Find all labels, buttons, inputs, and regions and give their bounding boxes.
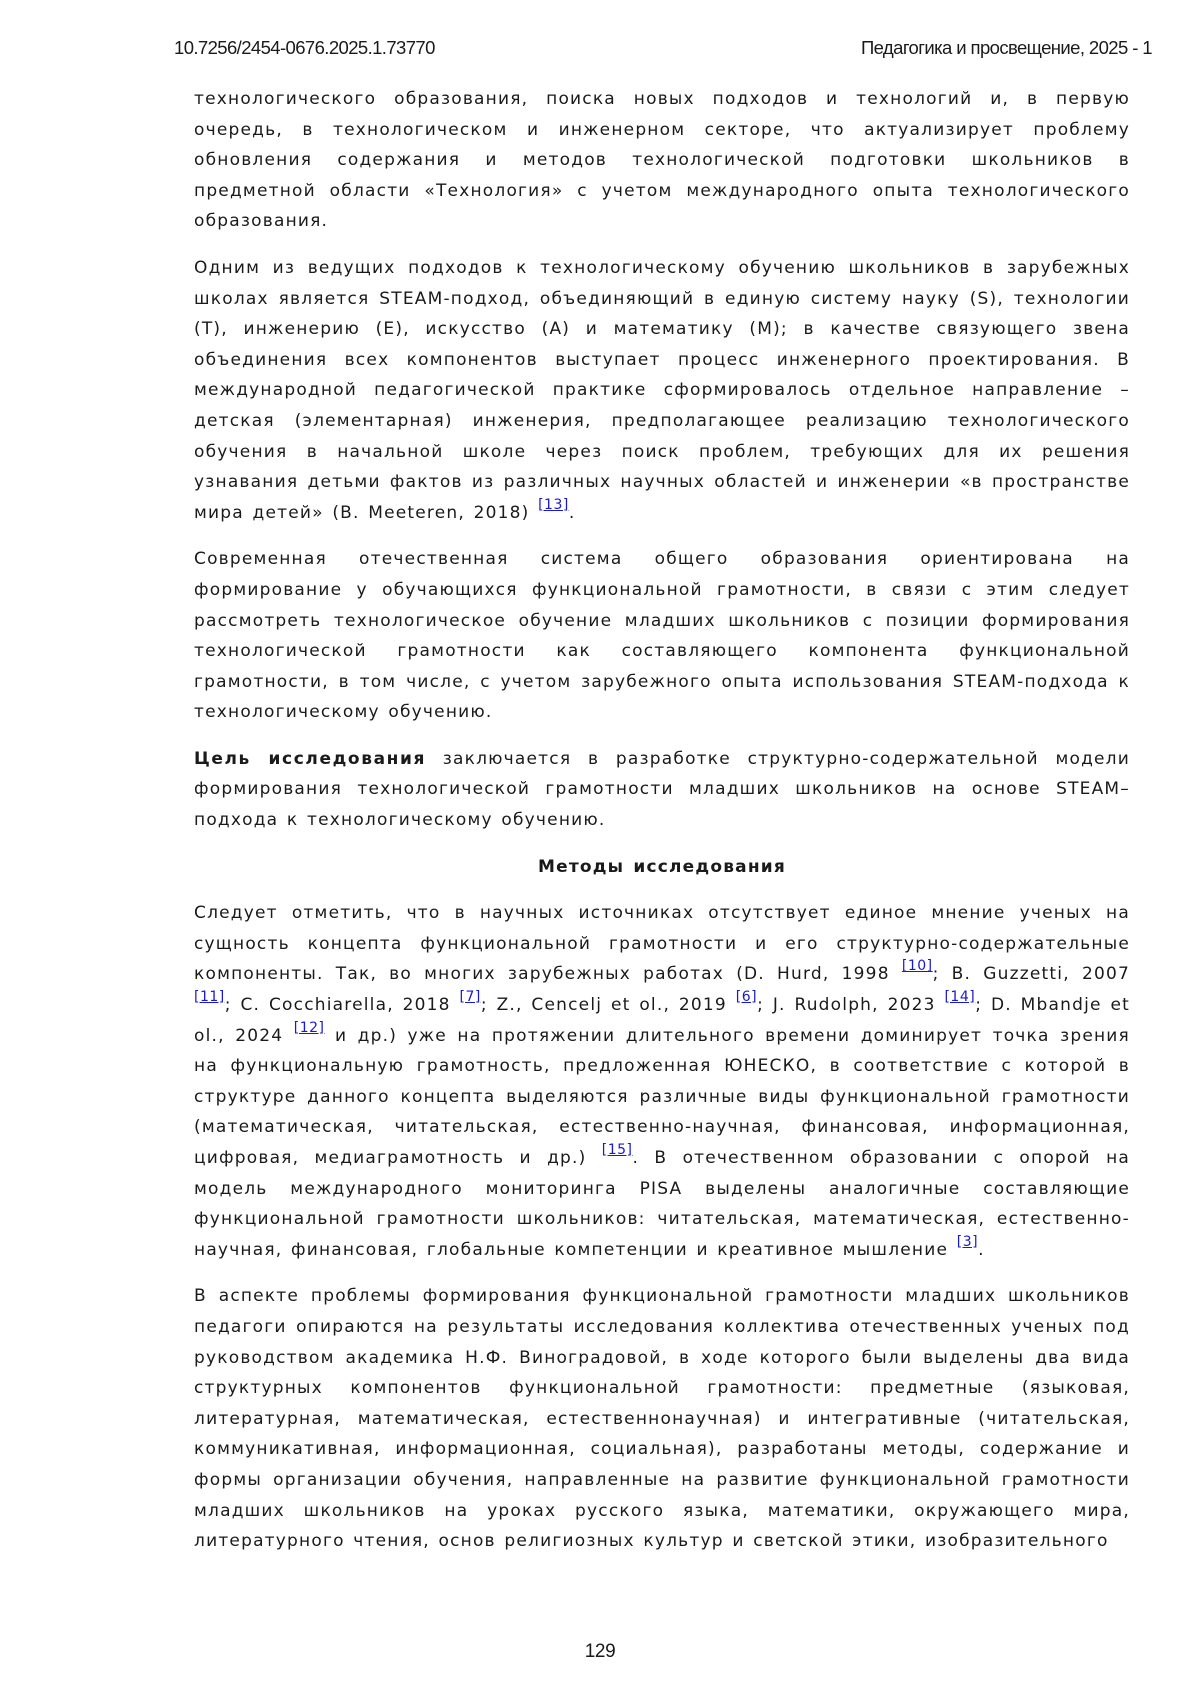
paragraph-2-text: Одним из ведущих подходов к технологическому обучению школьников в зарубежных школах является STEAM-подход, объединяющий в единую систему науку (S), технологии (T), инженерию (E), искусство (A) и математику (M); в качестве связующего звена объединения всех компонентов выступает процесс инженерного проектирования. В международной педагогической практике сформировалось отдельное направление – детская (элементарная) инженерия, предполагающее реализацию технологического обучения в начальной школе через поиск проблем, требующих для их решения узнавания детьми фактов из различных научных областей и инженерии «в пространстве мира детей» (B. Meeteren, 2018) xyxy=(194,257,1130,523)
paragraph-3: Современная отечественная система общего образования ориентирована на формирование у обучающихся функциональной грамотности, в связи с этим следует рассмотреть технологическое обучение младших школьников с позиции формирования технологической грамотности как составляющего компонента функциональной грамотности, в том числе, с учетом зарубежного опыта использования STEAM-подхода к технологическому обучению. xyxy=(194,549,1130,723)
paragraph-2: Одним из ведущих подходов к технологическому обучению школьников в зарубежных школах является STEAM-подход, объединяющий в единую систему науку (S), технологии (T), инженерию (E), искусство (A) и математику (M); в качестве связующего звена объединения всех компонентов выступает процесс инженерного проектирования. В международной педагогической практике сформировалось отдельное направление – детская (элементарная) инженерия, предполагающее реализацию технологического обучения в начальной школе через поиск проблем, требующих для их решения узнавания детьми фактов из различных научных областей и инженерии «в пространстве мира детей» (B. Meeteren, 2018) [13]. xyxy=(194,257,1130,523)
page-header xyxy=(174,37,1152,65)
citation-11[interactable] xyxy=(194,989,225,1005)
citation-link-3[interactable]: [3] xyxy=(956,1233,979,1250)
paragraph-5-text-e: ; J. Rudolph, 2023 xyxy=(757,995,945,1016)
citation-link-11[interactable]: [11] xyxy=(194,989,225,1006)
journal-title: Педагогика и просвещение, 2025 - 1 xyxy=(860,37,1152,58)
paragraph-4-text: заключается в разработке структурно-содержательной модели формирования технологической грамотности младших школьников на основе STEAM–подхода к технологическому обучению. xyxy=(194,748,1130,831)
paragraph-5-text-c: ; C. Cocchiarella, 2018 xyxy=(224,995,460,1016)
doi-text: 10.7256/2454-0676.2025.1.73770 xyxy=(174,37,435,58)
citation-10[interactable] xyxy=(902,958,933,974)
section-heading: Методы исследования xyxy=(537,856,787,877)
paragraph-1: технологического образования, поиска новых подходов и технологий и, в первую очередь, в технологическом и инженерном секторе, что актуализирует проблему обновления содержания и методов технологической подготовки школьников в предметной области «Технология» с учетом международного опыта технологического образования. xyxy=(194,89,1130,232)
paragraph-5-text-d: ; Z., Cencelj et ol., 2019 xyxy=(480,995,736,1016)
citation-link-14[interactable]: [14] xyxy=(944,989,976,1006)
citation-6[interactable] xyxy=(736,989,757,1005)
citation-link-10[interactable]: [10] xyxy=(901,958,933,975)
citation-link-7[interactable]: [7] xyxy=(459,989,481,1006)
paragraph-5-text-g: и др.) уже на протяжении длительного времени доминирует точка зрения на функциональную грамотность, предложенная ЮНЕСКО, в соответствие с которой в структуре данного концепта выделяются различные виды функциональной грамотности (математическая, читательская, естественно-научная, финансовая, информационная, цифровая, медиаграмотность и др.) xyxy=(194,1025,1130,1168)
citation-link-13[interactable]: [13] xyxy=(538,496,569,513)
paragraph-5: Следует отметить, что в научных источниках отсутствует единое мнение ученых на сущность концепта функциональной грамотности и его структурно-содержательные компоненты. Так, во многих зарубежных работах (D. Hurd, 1998 [10]; B. Guzzetti, 2007 [11]; C. Cocchiarella, 2018 [7]; Z., Cencelj et ol., 2019 [6]; J. Rudolph, 2023 [14]; D. Mbandje et ol., 2024 [12] и др.) уже на протяжении длительного времени доминирует точка зрения на функциональную грамотность, предложенная ЮНЕСКО, в соответствие с которой в структуре данного концепта выделяются различные виды функциональной грамотности (математическая, читательская, естественно-научная, финансовая, информационная, цифровая, медиаграмотность и др.) [15]. В отечественном образовании с опорой на модель международного мониторинга PISA выделены аналогичные составляющие функциональной грамотности школьников: читательская, математическая, естественно-научная, финансовая, глобальные компетенции и креативное мышление [3]. xyxy=(194,903,1131,1260)
paragraph-5-text-a: Следует отметить, что в научных источниках отсутствует единое мнение ученых на сущность концепта функциональной грамотности и его структурно-содержательные компоненты. Так, во многих зарубежных работах (D. Hurd, 1998 xyxy=(194,903,1130,985)
citation-13[interactable] xyxy=(538,497,569,513)
citation-link-15[interactable]: [15] xyxy=(601,1142,633,1158)
citation-link-6[interactable]: [6] xyxy=(735,989,758,1006)
research-goal-label: Цель исследования xyxy=(194,748,427,769)
citation-12[interactable] xyxy=(294,1020,325,1036)
citation-7[interactable] xyxy=(459,989,480,1005)
paragraph-5-text-h: . В отечественном образовании с опорой на модель международного мониторинга PISA выделены аналогичные составляющие функциональной грамотности школьников: читательская, математическая, естественно-научная, финансовая, глобальные компетенции и креативное мышление xyxy=(194,1148,1130,1260)
citation-link-12[interactable]: [12] xyxy=(293,1019,325,1036)
citation-14[interactable] xyxy=(944,989,975,1005)
citation-3[interactable] xyxy=(957,1234,978,1250)
paragraph-5-text-f: ; D. Mbandje et ol., 2024 xyxy=(194,995,1131,1046)
citation-15[interactable] xyxy=(602,1142,633,1158)
paragraph-5-text-b: ; B. Guzzetti, 2007 xyxy=(932,964,1131,985)
article-body xyxy=(194,84,1130,1573)
page-number: 129 xyxy=(584,1641,616,1662)
paragraph-4 xyxy=(194,744,1130,836)
paragraph-6: В аспекте проблемы формирования функциональной грамотности младших школьников педагоги опираются на результаты исследования коллектива отечественных ученых под руководством академика Н.Ф. Виноградовой, в ходе которого были выделены два вида структурных компонентов функциональной грамотности: предметные (языковая, литературная, математическая, естественнонаучная) и интегративные (читательская, коммуникативная, информационная, социальная), разработаны методы, содержание и формы организации обучения, направленные на развитие функциональной грамотности младших школьников на уроках русского языка, математики, окружающего мира, литературного чтения, основ религиозных культур и светской этики, изобразительного xyxy=(194,1286,1130,1552)
